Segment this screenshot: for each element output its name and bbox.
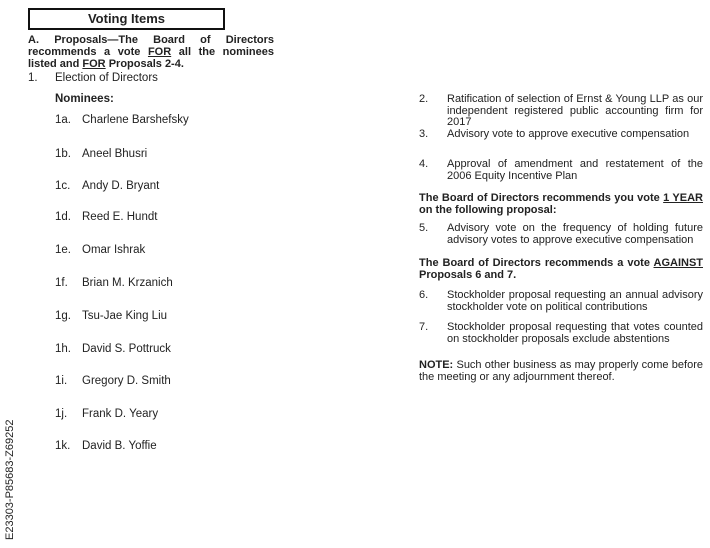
proposal-4-text: Approval of amendment and restatement of the 2006 Equity Incentive Plan (447, 158, 703, 182)
item-election-of-directors (28, 72, 158, 84)
rec-one-year-text-2: on the following proposal: (419, 204, 557, 216)
intro-text-3: Proposals 2-4. (105, 58, 184, 70)
proposal-2-number: 2. (419, 93, 429, 105)
proposal-4 (419, 159, 703, 182)
nominee-code: 1h. (55, 343, 71, 355)
proposal-2-text: Ratification of selection of Ernst & Young LLP as our independent registered public accounting firm for 2017 (447, 93, 703, 128)
proposal-6-text: Stockholder proposal requesting an annual advisory stockholder vote on political contributions (447, 289, 703, 313)
intro-text-2: all the nominees listed and (28, 46, 275, 70)
nominee-code: 1k. (55, 440, 71, 452)
rec-one-year-emph: 1 YEAR (663, 192, 703, 204)
nominee-name: Andy D. Bryant (82, 180, 160, 192)
nominee-code: 1e. (55, 244, 71, 256)
nominee-row (55, 375, 171, 387)
proposal-3 (419, 129, 703, 141)
intro-text-1: A. Proposals—The Board of Directors recommends a vote (28, 34, 274, 58)
note-label: NOTE: (419, 359, 454, 371)
intro-for-1: FOR (147, 46, 172, 58)
nominee-row (55, 343, 171, 355)
proposal-3-number: 3. (419, 128, 429, 140)
nominee-code: 1a. (55, 114, 71, 126)
proposal-5 (419, 223, 703, 246)
nominee-name: Frank D. Yeary (82, 408, 159, 420)
item-1-label: Election of Directors (55, 72, 158, 84)
nominee-name: Omar Ishrak (82, 244, 146, 256)
rec-against-text-2: Proposals 6 and 7. (419, 269, 517, 281)
proposal-7 (419, 322, 703, 345)
nominee-code: 1b. (55, 148, 71, 160)
nominee-row (55, 244, 145, 256)
nominee-code: 1c. (55, 180, 71, 192)
nominee-row (55, 148, 147, 160)
rec-against-emph: AGAINST (653, 257, 703, 269)
nominees-heading: Nominees: (55, 93, 114, 105)
proposal-6 (419, 290, 703, 313)
recommendation-against (419, 257, 703, 281)
nominee-code: 1j. (55, 408, 68, 420)
note-text: Such other business as may properly come before the meeting or any adjournment thereof. (419, 359, 703, 383)
nominee-name: David B. Yoffie (82, 440, 157, 452)
nominee-row (55, 408, 158, 420)
nominee-row (55, 277, 173, 289)
nominee-code: 1d. (55, 211, 71, 223)
nominee-row (55, 440, 157, 452)
proposals-intro (28, 34, 274, 70)
nominee-name: Brian M. Krzanich (82, 277, 173, 289)
note-paragraph (419, 359, 703, 383)
nominee-name: Tsu-Jae King Liu (82, 310, 168, 322)
item-1-number: 1. (28, 72, 38, 84)
nominee-row (55, 180, 159, 192)
recommendation-one-year (419, 192, 703, 216)
nominee-row (55, 310, 167, 322)
nominee-row (55, 211, 157, 223)
document-code: E23303-P85683-Z69252 (4, 419, 16, 540)
nominee-code: 1f. (55, 277, 68, 289)
proposal-7-number: 7. (419, 321, 429, 333)
nominee-name: Charlene Barshefsky (82, 114, 189, 126)
nominee-name: Gregory D. Smith (82, 375, 171, 387)
proposal-3-text: Advisory vote to approve executive compensation (447, 128, 690, 140)
nominee-name: Aneel Bhusri (82, 148, 148, 160)
proposal-2 (419, 94, 703, 129)
nominee-name: David S. Pottruck (82, 343, 171, 355)
nominee-row (55, 114, 189, 126)
proposal-5-number: 5. (419, 222, 429, 234)
proposal-7-text: Stockholder proposal requesting that votes counted on stockholder proposals exclude abstentions (447, 321, 703, 345)
voting-items-title: Voting Items (28, 8, 225, 30)
proposal-5-text: Advisory vote on the frequency of holding future advisory votes to approve executive compensation (447, 222, 703, 246)
proposal-4-number: 4. (419, 158, 429, 170)
intro-for-2: FOR (82, 58, 106, 70)
rec-one-year-text-1: The Board of Directors recommends you vote (419, 192, 664, 204)
rec-against-text-1: The Board of Directors recommends a vote (419, 257, 654, 269)
nominee-name: Reed E. Hundt (82, 211, 158, 223)
proposal-6-number: 6. (419, 289, 429, 301)
nominee-code: 1g. (55, 310, 71, 322)
nominee-code: 1i. (55, 375, 68, 387)
